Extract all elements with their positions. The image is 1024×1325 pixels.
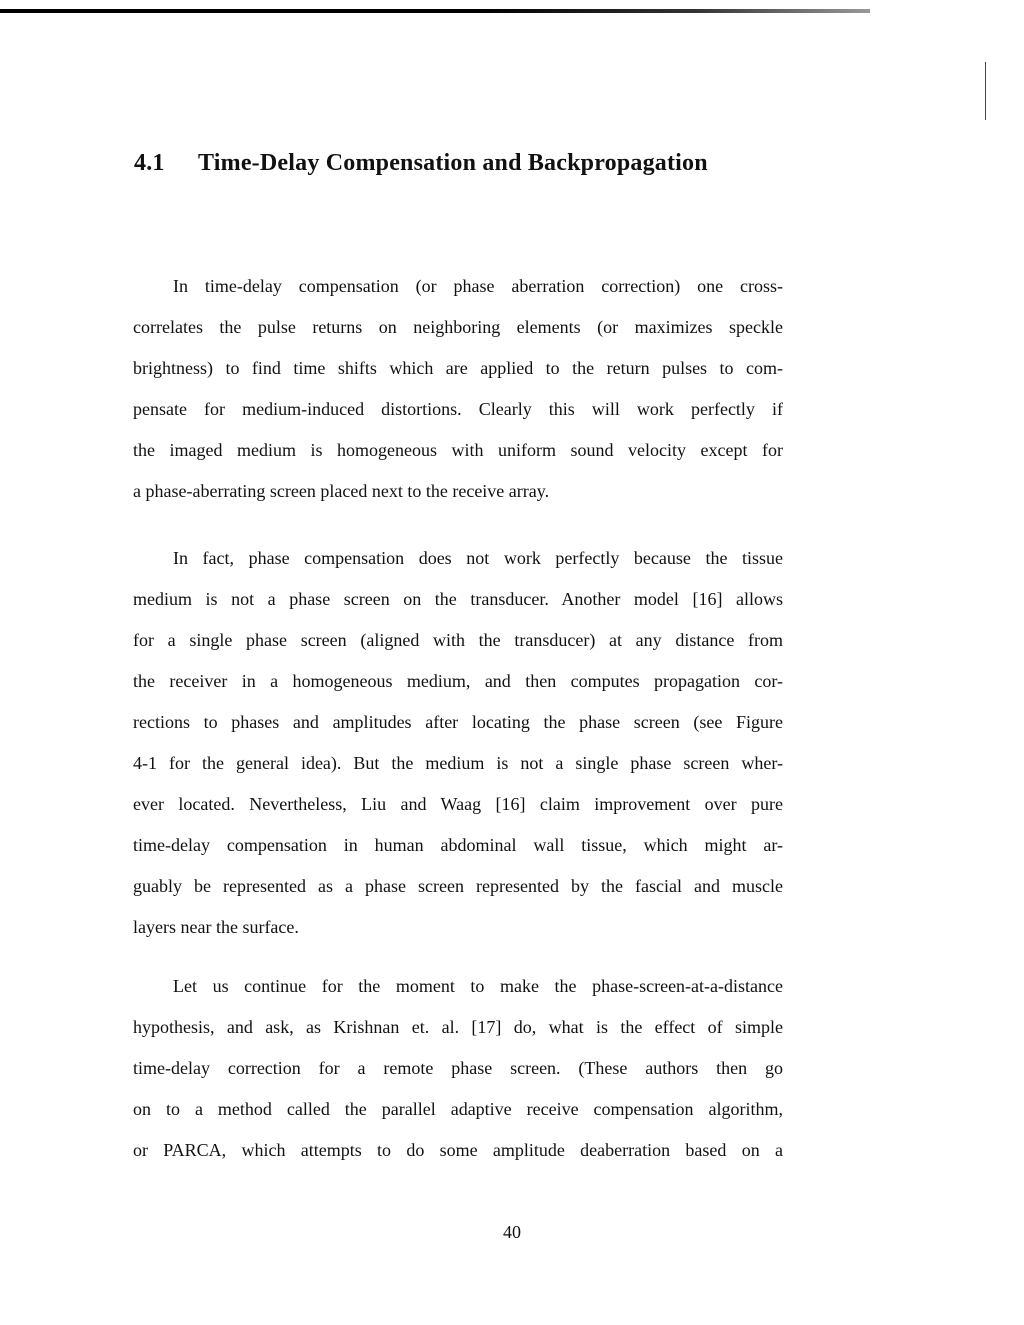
paragraph-line: the imaged medium is homogeneous with uniform sound velocity except for <box>133 440 783 460</box>
page-number: 40 <box>503 1222 521 1242</box>
paragraph-line: guably be represented as a phase screen represented by the fascial and muscle <box>133 876 783 896</box>
paragraph-line: for a single phase screen (aligned with the transducer) at any distance from <box>133 630 783 650</box>
paragraph-line: brightness) to find time shifts which are applied to the return pulses to com- <box>133 358 783 378</box>
paragraph-line: the receiver in a homogeneous medium, and then computes propagation cor- <box>133 671 783 691</box>
paragraph-line: Let us continue for the moment to make the phase-screen-at-a-distance <box>173 976 783 996</box>
paragraph-line: on to a method called the parallel adaptive receive compensation algorithm, <box>133 1099 783 1119</box>
paragraph-line: In fact, phase compensation does not work perfectly because the tissue <box>173 548 783 568</box>
paragraph-line: hypothesis, and ask, as Krishnan et. al. [17] do, what is the effect of simple <box>133 1017 783 1037</box>
paragraph-line: or PARCA, which attempts to do some amplitude deaberration based on a <box>133 1140 783 1160</box>
paragraph-line: time-delay correction for a remote phase screen. (These authors then go <box>133 1058 783 1078</box>
paragraph-1 <box>133 266 783 512</box>
section-number: 4.1 <box>134 150 165 176</box>
top-scan-rule <box>0 9 870 13</box>
paragraph-line: correlates the pulse returns on neighboring elements (or maximizes speckle <box>133 317 783 337</box>
section-heading <box>134 150 708 177</box>
paragraph-3 <box>133 966 783 1171</box>
paragraph-line: In time-delay compensation (or phase aberration correction) one cross- <box>173 276 783 296</box>
section-title: Time-Delay Compensation and Backpropagation <box>198 150 708 176</box>
margin-mark <box>985 62 986 120</box>
paragraph-line: pensate for medium-induced distortions. Clearly this will work perfectly if <box>133 399 783 419</box>
paragraph-2 <box>133 538 783 948</box>
paragraph-line: a phase-aberrating screen placed next to the receive array. <box>133 481 550 501</box>
paragraph-line: layers near the surface. <box>133 917 299 937</box>
paragraph-line: time-delay compensation in human abdominal wall tissue, which might ar- <box>133 835 783 855</box>
paragraph-line: medium is not a phase screen on the transducer. Another model [16] allows <box>133 589 783 609</box>
paragraph-line: rections to phases and amplitudes after locating the phase screen (see Figure <box>133 712 783 732</box>
paragraph-line: ever located. Nevertheless, Liu and Waag [16] claim improvement over pure <box>133 794 783 814</box>
paragraph-line: 4-1 for the general idea). But the medium is not a single phase screen wher- <box>133 753 783 773</box>
